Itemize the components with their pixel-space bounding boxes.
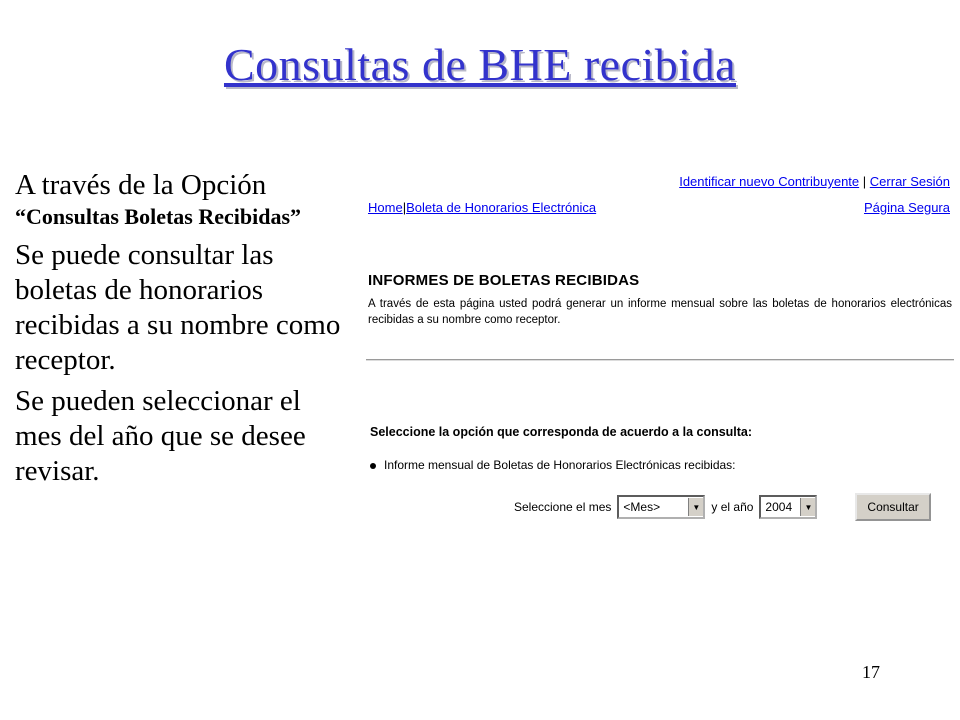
month-label: Seleccione el mes <box>514 500 612 514</box>
lead-paragraph <box>15 170 350 230</box>
chevron-down-icon[interactable]: ▼ <box>800 498 815 516</box>
secure-page-wrap <box>864 200 950 215</box>
month-select-value: <Mes> <box>623 500 661 514</box>
consult-button[interactable]: Consultar <box>855 493 930 521</box>
top-links <box>679 174 950 189</box>
slide-body <box>15 170 350 489</box>
slide-title: Consultas de BHE recibida <box>223 39 736 90</box>
divider <box>366 359 954 361</box>
option-item <box>370 458 736 472</box>
link-separator: | <box>862 174 867 189</box>
query-form <box>514 493 931 521</box>
chevron-down-icon[interactable]: ▼ <box>688 498 703 516</box>
logout-link[interactable]: Cerrar Sesión <box>869 174 950 189</box>
month-select[interactable] <box>617 495 705 519</box>
bullet-icon <box>370 463 376 469</box>
breadcrumb <box>368 200 596 215</box>
breadcrumb-separator: | <box>402 200 407 215</box>
section-link[interactable]: Boleta de Honorarios Electrónica <box>406 200 597 215</box>
year-select-value: 2004 <box>765 500 793 514</box>
secure-page-link[interactable]: Página Segura <box>863 200 950 215</box>
body-paragraph-1: Se puede consultar las boletas de honorarios recibidas a su nombre como receptor. <box>15 239 341 376</box>
page-description: A través de esta página usted podrá generar un informe mensual sobre las boletas de honorarios electrónicas recibidas a su nombre como receptor. <box>368 298 952 326</box>
lead-option: “Consultas Boletas Recibidas” <box>15 204 302 229</box>
lead-text: A través de la Opción <box>15 169 267 201</box>
home-link[interactable]: Home <box>368 200 403 215</box>
identify-taxpayer-link[interactable]: Identificar nuevo Contribuyente <box>679 174 860 189</box>
option-label: Informe mensual de Boletas de Honorarios Electrónicas recibidas: <box>384 458 736 472</box>
embedded-web-screenshot <box>366 168 954 528</box>
page-heading: INFORMES DE BOLETAS RECIBIDAS <box>368 272 640 289</box>
page-number: 17 <box>862 662 880 682</box>
year-label: y el año <box>711 500 754 514</box>
select-prompt: Seleccione la opción que corresponda de acuerdo a la consulta: <box>370 425 753 439</box>
body-paragraph-2: Se pueden seleccionar el mes del año que se desee revisar. <box>15 385 306 487</box>
year-select[interactable] <box>759 495 817 519</box>
